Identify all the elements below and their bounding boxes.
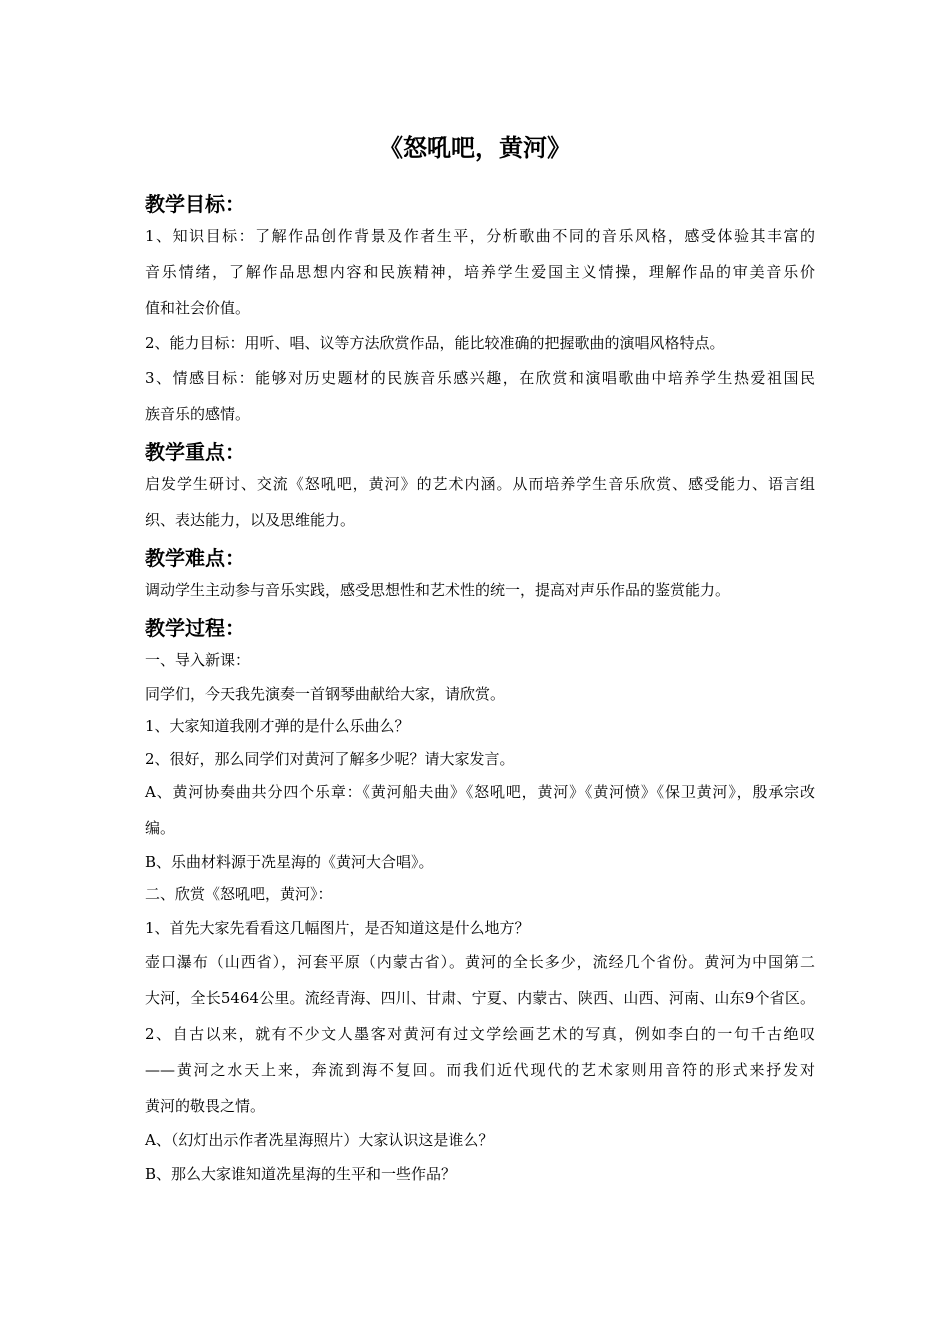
process-line-16: B、那么大家谁知道冼星海的生平和一些作品？ <box>145 1165 457 1183</box>
process-line-9: 1、首先大家先看看这几幅图片，是否知道这是什么地方？ <box>145 919 530 937</box>
key-line-1: 启发学生研讨、交流《怒吼吧，黄河》的艺术内涵。从而培养学生音乐欣赏、感受能力、语言组 <box>145 475 815 493</box>
key-line-2: 织、表达能力，以及思维能力。 <box>145 511 356 529</box>
process-line-15: A、（幻灯出示作者冼星海照片）大家认识这是谁么？ <box>145 1131 494 1149</box>
heading-teaching-process: 教学过程： <box>145 616 245 640</box>
heading-teaching-goals: 教学目标： <box>145 192 245 216</box>
process-line-8: 二、欣赏《怒吼吧，黄河》： <box>145 885 333 903</box>
goals-line-3: 值和社会价值。 <box>145 299 251 317</box>
heading-teaching-key-points: 教学重点： <box>145 440 245 464</box>
heading-teaching-difficulties: 教学难点： <box>145 546 245 570</box>
process-line-11: 大河，全长5464公里。流经青海、四川、甘肃、宁夏、内蒙古、陕西、山西、河南、山东9个省区。 <box>145 989 815 1007</box>
process-line-10: 壶口瀑布（山西省），河套平原（内蒙古省）。黄河的全长多少，流经几个省份。黄河为中国第二 <box>145 953 815 971</box>
goals-line-2: 音乐情绪，了解作品思想内容和民族精神，培养学生爱国主义情操，理解作品的审美音乐价 <box>145 263 815 281</box>
goals-line-1: 1、知识目标：了解作品创作背景及作者生平，分析歌曲不同的音乐风格，感受体验其丰富的 <box>145 227 815 245</box>
goals-line-5: 3、情感目标：能够对历史题材的民族音乐感兴趣，在欣赏和演唱歌曲中培养学生热爱祖国民 <box>145 369 815 387</box>
difficult-line-1: 调动学生主动参与音乐实践，感受思想性和艺术性的统一，提高对声乐作品的鉴赏能力。 <box>145 581 731 599</box>
process-line-7: B、乐曲材料源于冼星海的《黄河大合唱》。 <box>145 853 434 871</box>
process-line-3: 1、大家知道我刚才弹的是什么乐曲么？ <box>145 717 410 735</box>
process-line-4: 2、很好，那么同学们对黄河了解多少呢？请大家发言。 <box>145 750 515 768</box>
process-line-13: ——黄河之水天上来，奔流到海不复回。而我们近代现代的艺术家则用音符的形式来抒发对 <box>145 1061 815 1079</box>
process-line-1: 一、导入新课： <box>145 651 251 669</box>
document-title: 《怒吼吧，黄河》 <box>379 134 571 162</box>
goals-line-4: 2、能力目标：用听、唱、议等方法欣赏作品，能比较准确的把握歌曲的演唱风格特点。 <box>145 334 725 352</box>
process-line-5: A、黄河协奏曲共分四个乐章：《黄河船夫曲》《怒吼吧，黄河》《黄河愤》《保卫黄河》，殷承宗改 <box>145 783 815 801</box>
process-line-2: 同学们，今天我先演奏一首钢琴曲献给大家，请欣赏。 <box>145 685 506 703</box>
process-line-12: 2、自古以来，就有不少文人墨客对黄河有过文学绘画艺术的写真，例如李白的一句千古绝叹 <box>145 1025 815 1043</box>
process-line-6: 编。 <box>145 819 176 837</box>
process-line-14: 黄河的敬畏之情。 <box>145 1097 266 1115</box>
goals-line-6: 族音乐的感情。 <box>145 405 251 423</box>
